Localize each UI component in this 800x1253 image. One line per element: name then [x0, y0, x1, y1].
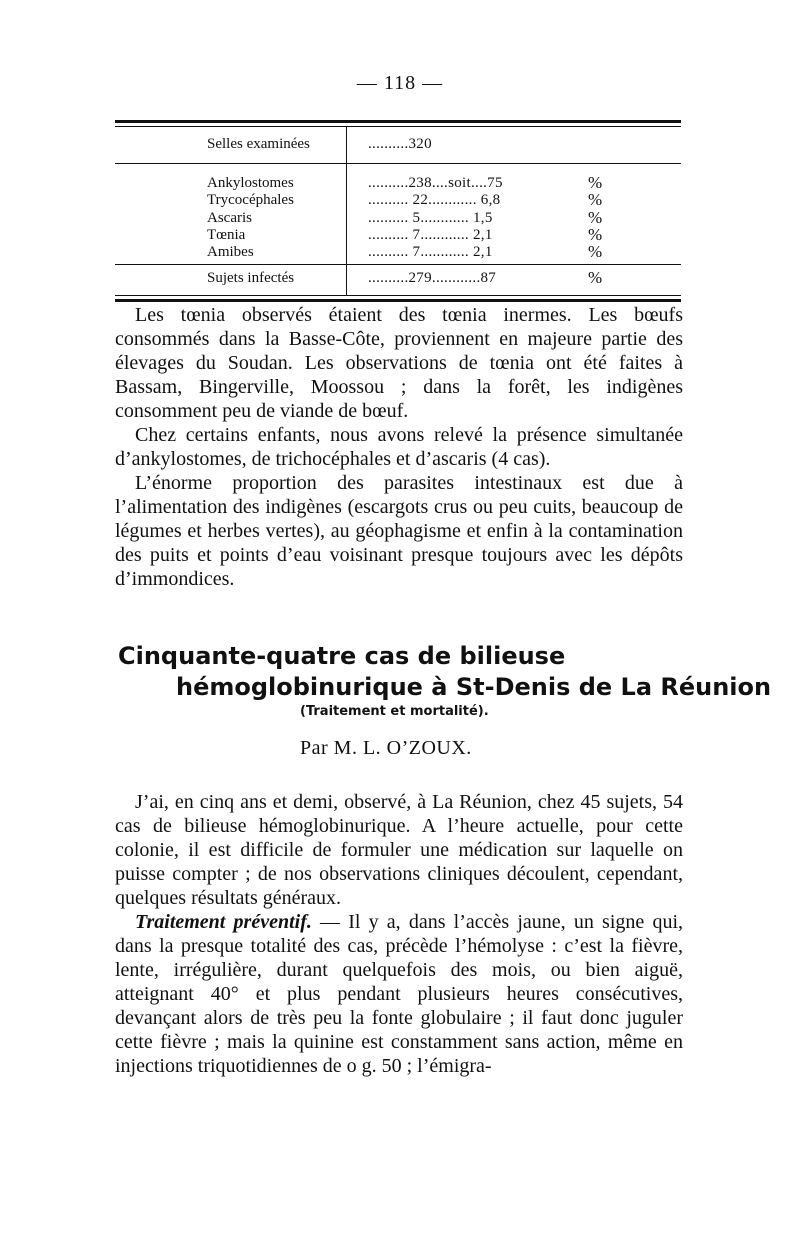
table-row-percent: % — [588, 190, 603, 209]
table-total-label: Sujets infectés — [207, 270, 295, 286]
article-body — [115, 303, 683, 591]
table-row-value: .......... 5............ 1,5 — [368, 210, 493, 226]
table-total-value: ..........279............87 — [368, 270, 497, 286]
table-row-value: .......... 7............ 2,1 — [368, 244, 493, 260]
paragraph: J’ai, en cinq ans et demi, observé, à La Réunion, chez 45 sujets, 54 cas de bilieuse hémoglobinurique. A l’heure actuelle, pour cette colonie, il est difficile de formuler une médication sur laquelle on puisse compter ; de nos observations cliniques découlent, cependant, quelques résultats généraux. — [115, 791, 683, 909]
paragraph — [115, 910, 683, 1078]
table-bottom-rule — [115, 299, 681, 302]
page-number: — 118 — — [356, 72, 444, 94]
article-body — [115, 790, 683, 1078]
paragraph-text: — Il y a, dans l’accès jaune, un signe qui, dans la presque totalité des cas, précède l’hémolyse : c’est la fièvre, lente, irrégulière, durant quelquefois des mois, ou bien aiguë, atteignant 40° et plus pendant plusieurs heures consécutives, devançant alors de très peu la fonte globulaire ; il faut donc juguler cette fièvre ; mais la quinine est constamment sans action, même en injections triquotidiennes de o g. 50 ; l’émigra- — [115, 911, 683, 1077]
table-row-percent: % — [588, 208, 603, 227]
table-row-percent: % — [588, 173, 603, 192]
table-top-rule-thin — [115, 126, 681, 127]
table-header-label: Selles examinées — [207, 136, 310, 152]
paragraph: L’énorme proportion des parasites intestinaux est due à l’alimentation des indigènes (escargots crus ou peu cuits, beaucoup de légumes et herbes vertes), au géophagisme et enfin à la contamination des puits et points d’eau voisinant presque toujours avec les dépôts d’immondices. — [115, 472, 683, 590]
table-top-rule — [115, 120, 681, 123]
table-bottom-rule-thin — [115, 295, 681, 296]
table-row-label: Ascaris — [207, 210, 252, 226]
article-subtitle: (Traitement et mortalité). — [300, 704, 489, 719]
article-title-line-1: Cinquante-quatre cas de bilieuse — [118, 642, 566, 670]
table-column-divider — [346, 126, 347, 296]
table-row-label: Ankylostomes — [207, 175, 294, 191]
paragraph: Chez certains enfants, nous avons relevé la présence simultanée d’ankylostomes, de trichocéphales et d’ascaris (4 cas). — [115, 424, 683, 470]
article-author: Par M. L. O’ZOUX. — [300, 737, 472, 759]
table-header-value: ..........320 — [368, 136, 432, 152]
table-row-percent: % — [588, 242, 603, 261]
table-total-rule — [115, 264, 681, 265]
table-row-label: Tœnia — [207, 227, 246, 243]
paragraph-lead: Traitement préventif. — [135, 911, 312, 933]
paragraph: Les tœnia observés étaient des tœnia inermes. Les bœufs consommés dans la Basse-Côte, proviennent en majeure partie des élevages du Soudan. Les observations de tœnia ont été faites à Bassam, Bingerville, Moossou ; dans la forêt, les indigènes consomment peu de viande de bœuf. — [115, 304, 683, 422]
table-row-percent: % — [588, 225, 603, 244]
article-title-line-2: hémoglobinurique à St-Denis de La Réunion — [176, 673, 772, 701]
table-total-percent: % — [588, 268, 603, 287]
table-row-label: Amibes — [207, 244, 254, 260]
table-row-value: ..........238....soit....75 — [368, 175, 503, 191]
table-header-rule — [115, 163, 681, 164]
table-row-label: Trycocéphales — [207, 192, 294, 208]
table-row-value: .......... 22............ 6,8 — [368, 192, 501, 208]
table-row-value: .......... 7............ 2,1 — [368, 227, 493, 243]
